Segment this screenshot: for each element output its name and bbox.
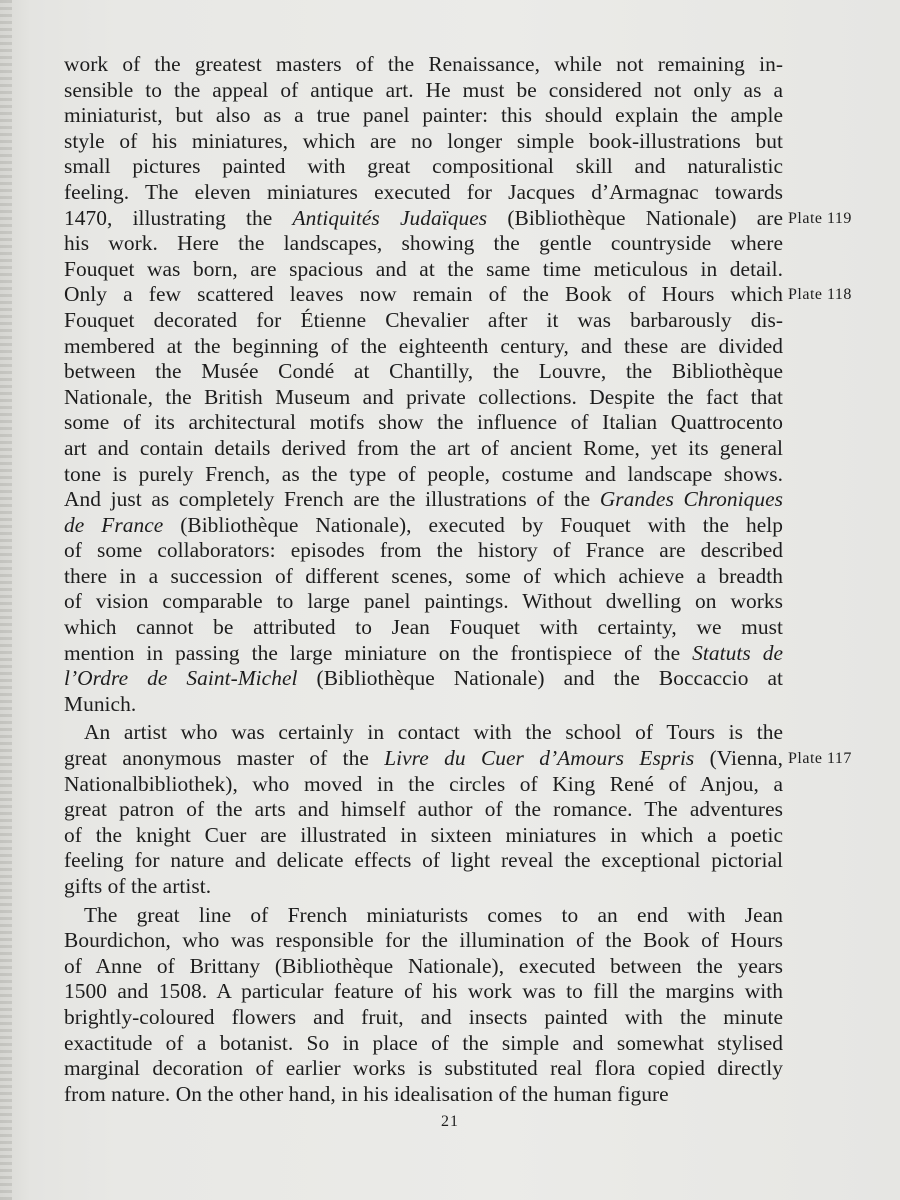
text-line: [64, 720, 783, 746]
plate-reference: Plate 118: [788, 286, 852, 303]
text-line: [64, 231, 783, 257]
italic-title: Livre du Cuer d’Amours Espris: [384, 746, 695, 771]
text-run: The great line of French miniaturists comes to an end with Jean: [84, 902, 783, 927]
text-line: [64, 385, 783, 411]
text-run: tone is purely French, as the type of people, costume and landscape shows.: [64, 461, 783, 486]
text-run: (Vienna,: [694, 746, 783, 771]
text-run: exactitude of a botanist. So in place of the simple and somewhat stylised: [64, 1030, 783, 1055]
text-run: which cannot be attributed to Jean Fouquet with certainty, we must: [64, 615, 783, 640]
text-line: [64, 180, 783, 206]
text-line: [64, 692, 783, 718]
text-line: [64, 359, 783, 385]
text-run: 1500 and 1508. A particular feature of his work was to fill the margins with: [64, 979, 783, 1004]
text-run: miniaturist, but also as a true panel painter: this should explain the ample: [64, 103, 783, 128]
facing-page-edge: [0, 0, 12, 1200]
italic-title: de France: [64, 512, 164, 537]
text-run: (Bibliothèque Nationale) are: [487, 205, 784, 230]
text-run: great patron of the arts and himself author of the romance. The adventures: [64, 797, 783, 822]
text-run: art and contain details derived from the art of ancient Rome, yet its general: [64, 435, 783, 460]
text-line: [64, 823, 783, 849]
text-run: Fouquet was born, are spacious and at the same time meticulous in detail.: [64, 256, 783, 281]
italic-title: Grandes Chroniques: [599, 487, 783, 512]
text-run: Bourdichon, who was responsible for the illumination of the Book of Hours: [64, 928, 783, 953]
text-line: [64, 746, 783, 772]
text-run: there in a succession of different scenes, some of which achieve a breadth: [64, 563, 783, 588]
text-run: An artist who was certainly in contact with the school of Tours is the: [84, 720, 783, 745]
text-run: of Anne of Brittany (Bibliothèque Nationale), executed between the years: [64, 953, 783, 978]
text-run: mention in passing the large miniature on the frontispiece of the: [64, 640, 693, 665]
text-line: [64, 282, 783, 308]
text-line: [64, 154, 783, 180]
text-line: [64, 848, 783, 874]
text-run: (Bibliothèque Nationale), executed by Fouquet with the help: [163, 512, 783, 537]
text-line: [64, 1056, 783, 1082]
text-line: [64, 954, 783, 980]
plate-reference: Plate 117: [788, 750, 852, 767]
text-line: [64, 615, 783, 641]
text-run: small pictures painted with great compositional skill and naturalistic: [64, 154, 783, 179]
text-line: [64, 257, 783, 283]
text-run: from nature. On the other hand, in his idealisation of the human figure: [64, 1081, 669, 1106]
text-line: [64, 874, 783, 900]
text-line: [64, 564, 783, 590]
text-line: [64, 589, 783, 615]
text-line: [64, 797, 783, 823]
text-line: [64, 206, 783, 232]
text-line: [64, 666, 783, 692]
text-line: [64, 334, 783, 360]
text-run: between the Musée Condé at Chantilly, the Louvre, the Bibliothèque: [64, 359, 783, 384]
text-run: marginal decoration of earlier works is substituted real flora copied directly: [64, 1056, 783, 1081]
text-line: [64, 1031, 783, 1057]
text-run: style of his miniatures, which are no longer simple book-illustrations but: [64, 128, 783, 153]
text-run: work of the greatest masters of the Renaissance, while not remaining in-: [64, 52, 783, 76]
text-run: gifts of the artist.: [64, 874, 212, 898]
text-run: brightly-coloured flowers and fruit, and insects painted with the minute: [64, 1004, 783, 1029]
text-line: [64, 979, 783, 1005]
text-line: [64, 308, 783, 334]
plate-reference: Plate 119: [788, 210, 852, 227]
text-line: [64, 513, 783, 539]
text-run: of some collaborators: episodes from the history of France are described: [64, 538, 783, 563]
text-line: [64, 410, 783, 436]
text-line: [64, 772, 783, 798]
text-line: [64, 641, 783, 667]
text-run: Munich.: [64, 691, 137, 716]
italic-title: Statuts de: [692, 640, 783, 665]
text-run: of vision comparable to large panel paintings. Without dwelling on works: [64, 589, 783, 614]
text-run: And just as completely French are the illustrations of the: [64, 487, 600, 512]
text-run: Fouquet decorated for Étienne Chevalier after it was barbarously dis-: [64, 307, 783, 332]
text-line: [64, 129, 783, 155]
text-line: [64, 103, 783, 129]
text-run: Only a few scattered leaves now remain of the Book of Hours which: [64, 282, 783, 307]
text-run: (Bibliothèque Nationale) and the Boccaccio at: [297, 666, 783, 691]
text-run: Nationalbibliothek), who moved in the circles of King René of Anjou, a: [64, 771, 783, 796]
text-line: [64, 52, 783, 78]
text-line: [64, 903, 783, 929]
text-run: great anonymous master of the: [64, 746, 385, 771]
text-line: [64, 436, 783, 462]
body-text: [64, 52, 783, 1107]
italic-title: Antiquités Judaïques: [292, 205, 488, 230]
text-run: some of its architectural motifs show the influence of Italian Quattrocento: [64, 410, 783, 435]
text-run: feeling for nature and delicate effects of light reveal the exceptional pictorial: [64, 848, 783, 873]
text-run: 1470, illustrating the: [64, 205, 293, 230]
text-line: [64, 538, 783, 564]
text-run: membered at the beginning of the eighteenth century, and these are divided: [64, 333, 783, 358]
text-line: [64, 78, 783, 104]
text-run: sensible to the appeal of antique art. He must be considered not only as a: [64, 77, 783, 102]
text-line: [64, 487, 783, 513]
italic-title: l’Ordre de Saint-Michel: [64, 666, 298, 691]
page-number: 21: [441, 1113, 459, 1130]
text-run: his work. Here the landscapes, showing the gentle countryside where: [64, 231, 783, 256]
text-run: of the knight Cuer are illustrated in sixteen miniatures in which a poetic: [64, 822, 783, 847]
text-run: Nationale, the British Museum and private collections. Despite the fact that: [64, 384, 783, 409]
text-line: [64, 1082, 783, 1108]
text-line: [64, 1005, 783, 1031]
text-run: feeling. The eleven miniatures executed for Jacques d’Armagnac towards: [64, 179, 783, 204]
text-line: [64, 462, 783, 488]
text-line: [64, 928, 783, 954]
